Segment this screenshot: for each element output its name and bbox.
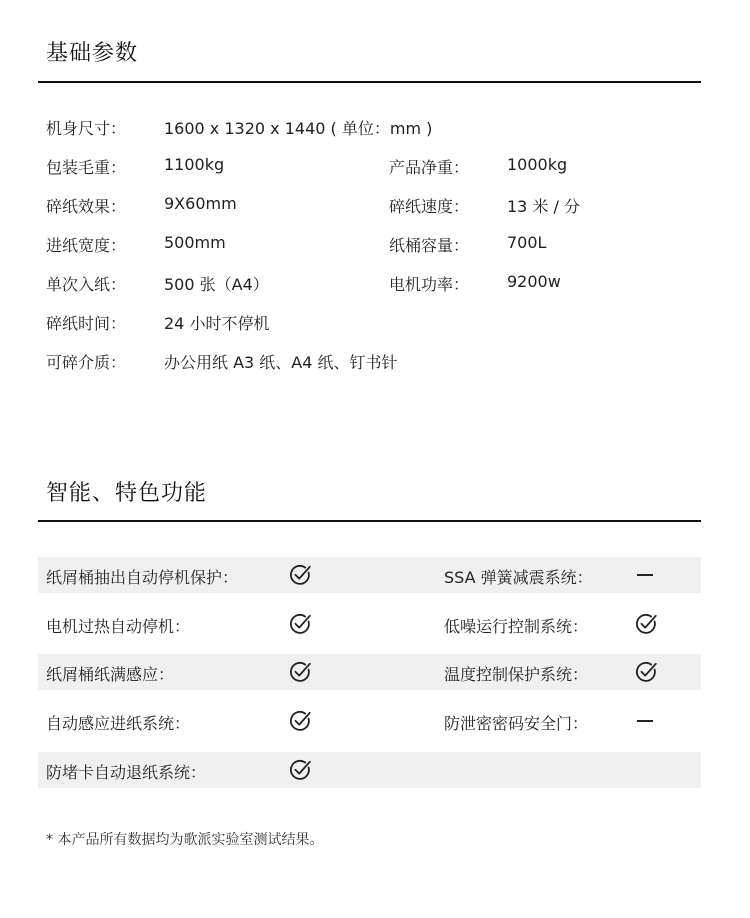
check-circle-icon <box>288 563 314 587</box>
feature-label: SSA 弹簧减震系统： <box>444 568 593 587</box>
spec-value: 13 米 / 分 <box>507 197 581 216</box>
check-circle-icon <box>288 660 314 684</box>
spec-label: 纸桶容量： <box>389 236 470 255</box>
check-circle-icon <box>288 612 314 636</box>
spec-value: 700L <box>507 233 547 252</box>
feature-label: 低噪运行控制系统： <box>444 617 589 636</box>
spec-label: 碎纸速度： <box>389 197 470 216</box>
spec-value: 办公用纸 A3 纸、A4 纸、钉书针 <box>164 353 398 372</box>
spec-label: 电机功率： <box>389 275 470 294</box>
dash-icon <box>634 563 660 587</box>
feature-row <box>38 654 701 690</box>
spec-value: 1100kg <box>164 155 225 174</box>
feature-label: 电机过热自动停机： <box>46 617 191 636</box>
check-circle-icon <box>634 660 660 684</box>
spec-label: 单次入纸： <box>46 275 127 294</box>
spec-value: 9200w <box>507 272 561 291</box>
feature-row <box>38 703 701 739</box>
spec-label: 进纸宽度： <box>46 236 127 255</box>
check-circle-icon <box>634 612 660 636</box>
spec-label: 可碎介质： <box>46 353 127 372</box>
features-title: 智能、特色功能 <box>46 481 208 506</box>
spec-label: 机身尺寸： <box>46 119 127 138</box>
spec-label: 产品净重： <box>389 158 470 177</box>
feature-row <box>38 606 701 642</box>
spec-value: 24 小时不停机 <box>164 314 270 333</box>
spec-label: 包装毛重： <box>46 158 127 177</box>
feature-label: 纸屑桶抽出自动停机保护： <box>46 568 239 587</box>
feature-label: 防泄密密码安全门： <box>444 714 589 733</box>
check-circle-icon <box>288 758 314 782</box>
feature-label: 纸屑桶纸满感应： <box>46 665 175 684</box>
spec-value: 1000kg <box>507 155 568 174</box>
basic-params-divider <box>38 81 701 83</box>
spec-value: 1600 x 1320 x 1440 ( 单位：mm ) <box>164 119 433 138</box>
spec-label: 碎纸时间： <box>46 314 127 333</box>
spec-value: 500 张（A4） <box>164 275 269 294</box>
spec-value: 9X60mm <box>164 194 237 213</box>
spec-label: 碎纸效果： <box>46 197 127 216</box>
dash-icon <box>634 709 660 733</box>
footnote: * 本产品所有数据均为歌派实验室测试结果。 <box>46 832 324 848</box>
basic-params-title: 基础参数 <box>46 41 139 66</box>
check-circle-icon <box>288 709 314 733</box>
feature-label: 防堵卡自动退纸系统： <box>46 763 207 782</box>
feature-row <box>38 557 701 593</box>
spec-value: 500mm <box>164 233 226 252</box>
features-divider <box>38 520 701 522</box>
feature-label: 自动感应进纸系统： <box>46 714 191 733</box>
feature-row <box>38 752 701 788</box>
feature-label: 温度控制保护系统： <box>444 665 589 684</box>
